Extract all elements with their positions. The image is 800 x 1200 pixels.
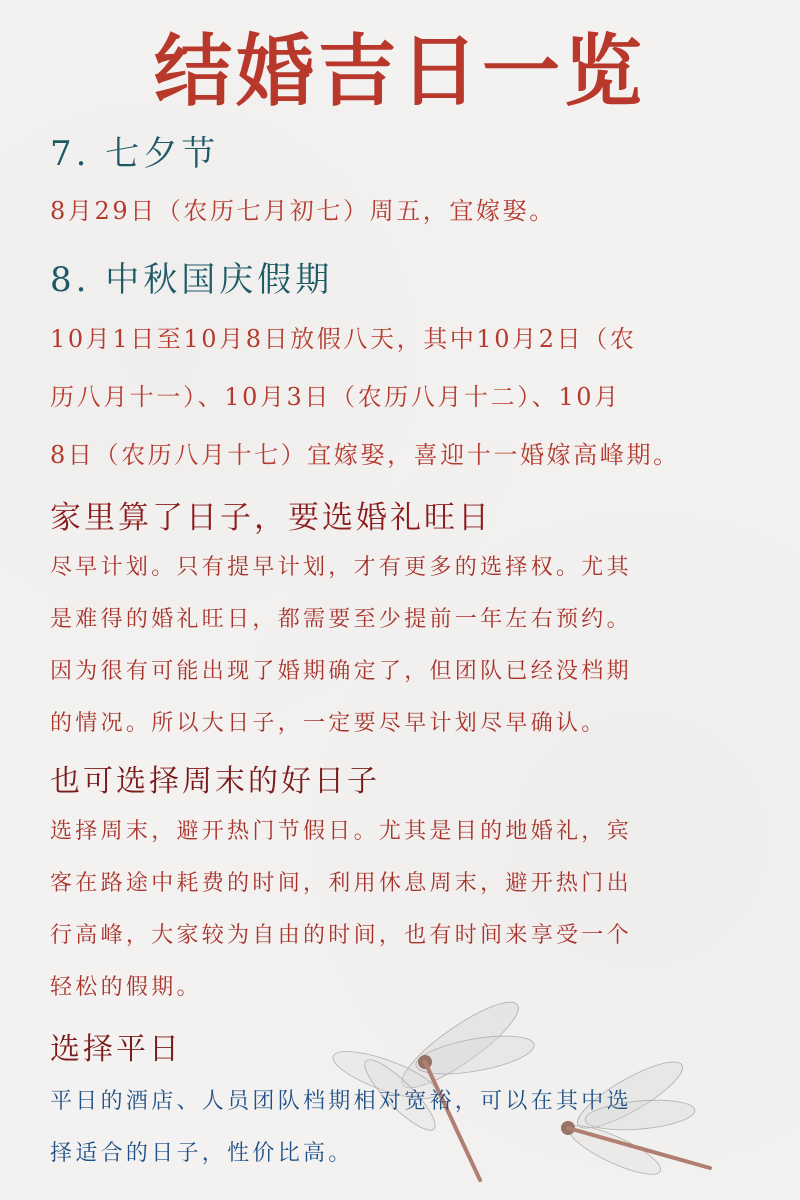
body-line: 行高峰，大家较为自由的时间，也有时间来享受一个 <box>50 923 632 948</box>
body-line: 的情况。所以大日子，一定要尽早计划尽早确认。 <box>50 711 607 736</box>
body-line: 历八月十一）、10月3日（农历八月十二）、10月 <box>50 383 621 411</box>
section-heading: 家里算了日子，要选婚礼旺日 <box>50 500 492 536</box>
body-line: 8月29日（农历七月初七）周五，宜嫁娶。 <box>50 197 556 225</box>
body-line: 8日（农历八月十七）宜嫁娶，喜迎十一婚嫁高峰期。 <box>50 441 680 469</box>
section-body <box>50 1076 770 1180</box>
section-body <box>50 310 770 484</box>
section-plan <box>50 496 770 750</box>
body-line: 尽早计划。只有提早计划，才有更多的选择权。尤其 <box>50 555 632 580</box>
section-heading: 也可选择周末的好日子 <box>50 764 380 799</box>
body-line: 择适合的日子，性价比高。 <box>50 1141 354 1166</box>
section-body <box>50 806 770 1014</box>
section-weekend <box>50 760 770 1014</box>
section-weekday <box>50 1028 770 1180</box>
section-heading: 选择平日 <box>50 1032 182 1067</box>
section-midautumn <box>50 258 770 484</box>
section-body <box>50 182 770 240</box>
body-line: 选择周末，避开热门节假日。尤其是目的地婚礼，宾 <box>50 819 632 844</box>
body-line: 平日的酒店、人员团队档期相对宽裕，可以在其中选 <box>50 1089 632 1114</box>
body-line: 因为很有可能出现了婚期确定了，但团队已经没档期 <box>50 659 632 684</box>
page-title: 结婚吉日一览 <box>153 27 646 117</box>
body-line: 是难得的婚礼旺日，都需要至少提前一年左右预约。 <box>50 607 632 632</box>
body-line: 10月1日至10月8日放假八天，其中10月2日（农 <box>50 325 637 353</box>
section-heading: 8. 中秋国庆假期 <box>50 260 334 300</box>
body-line: 轻松的假期。 <box>50 975 202 1000</box>
section-body <box>50 542 770 750</box>
section-heading: 7. 七夕节 <box>50 134 220 174</box>
body-line: 客在路途中耗费的时间，利用休息周末，避开热门出 <box>50 871 632 896</box>
section-qixi <box>50 132 770 240</box>
